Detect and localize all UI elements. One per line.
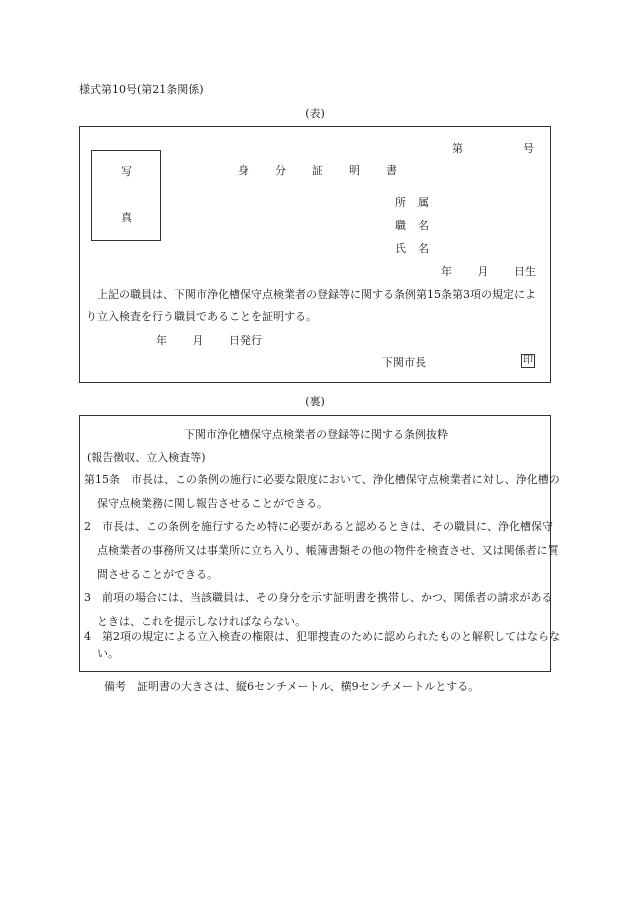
photo-label-1: 写 xyxy=(121,165,132,178)
card-title: 身分証明書 xyxy=(238,164,423,177)
field-affiliation: 所属 xyxy=(395,196,441,209)
field-name: 氏名 xyxy=(395,242,441,255)
section-heading: (報告徴収、立入検査等) xyxy=(87,451,206,464)
ordinance-excerpt-title: 下関市浄化槽保守点検業者の登録等に関する条例抜粋 xyxy=(184,428,448,441)
article-15-paragraph-3: 3 前項の場合には、当該職員は、その身分を示す証明書を携帯し、かつ、関係者の請求があるときは、これを提示しなければならない。 xyxy=(84,591,553,628)
card-number-prefix: 第 xyxy=(452,142,463,155)
id-card-back xyxy=(79,415,560,672)
issue-date: 年 月 日発行 xyxy=(156,334,262,347)
birthdate-line: 年 月 日生 xyxy=(441,265,536,278)
seal-mark: 印 xyxy=(523,355,533,366)
card-number-suffix: 号 xyxy=(523,142,534,155)
photo-placeholder xyxy=(91,150,161,241)
article-15: 第15条 市長は、この条例の施行に必要な限度において、浄化槽保守点検業者に対し、浄化槽の保守点検業務に関し報告させることができる。 xyxy=(84,473,560,510)
remarks-note: 備考 証明書の大きさは、縦6センチメートル、横9センチメートルとする。 xyxy=(104,680,480,693)
issuer-name: 下関市長 xyxy=(382,356,426,369)
id-card-front xyxy=(79,126,551,383)
article-15-paragraph-2: 2 市長は、この条例を施行するため特に必要があると認めるときは、その職員に、浄化槽保守点検業者の事務所又は事業所に立ち入り、帳簿書類その他の物件を検査させ、又は関係者に質問させることができる。 xyxy=(84,520,559,581)
photo-label-2: 真 xyxy=(121,211,132,224)
field-position: 職名 xyxy=(395,219,441,232)
back-side-label: (裏) xyxy=(305,395,325,408)
form-label: 様式第10号(第21条関係) xyxy=(79,83,204,96)
certification-text: 上記の職員は、下関市浄化槽保守点検業者の登録等に関する条例第15条第3項の規定により立入検査を行う職員であることを証明する。 xyxy=(86,288,536,323)
front-side-label: (表) xyxy=(305,107,325,120)
article-15-paragraph-4: 4 第2項の規定による立入検査の権限は、犯罪捜査のために認められたものと解釈してはならない。 xyxy=(84,630,560,660)
